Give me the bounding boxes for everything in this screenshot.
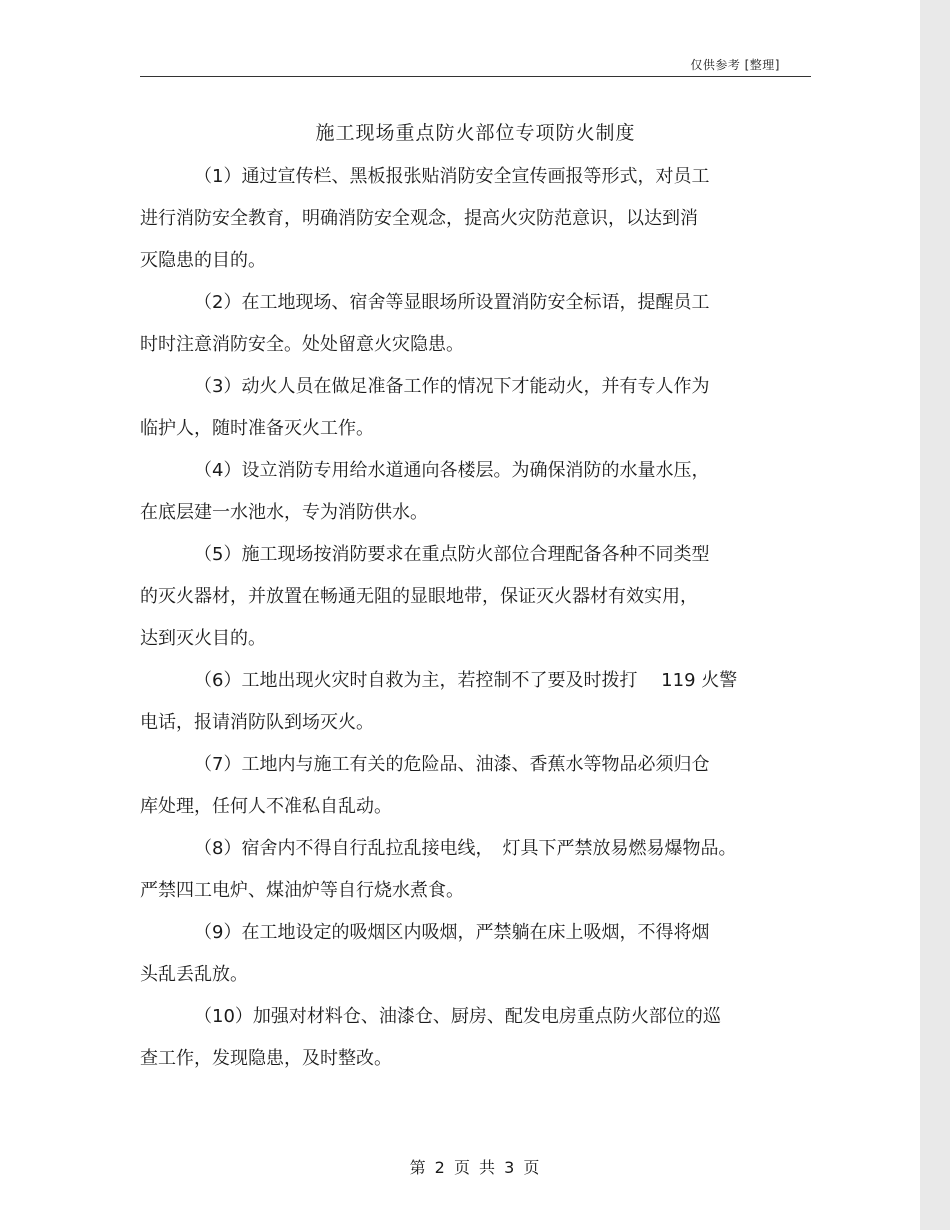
paragraph-2	[140, 282, 805, 366]
header-note: 仅供参考 [整理]	[690, 58, 780, 72]
paragraph-line: （10）加强对材料仓、油漆仓、厨房、配发电房重点防火部位的巡	[194, 1006, 721, 1027]
paragraph-line: （3）动火人员在做足准备工作的情况下才能动火，并有专人作为	[194, 376, 710, 397]
paragraph-line: （6）工地出现火灾时自救为主，若控制不了要及时拨打 119 火警	[194, 670, 738, 691]
paragraph-line: （2）在工地现场、宿舍等显眼场所设置消防安全标语，提醒员工	[194, 292, 710, 313]
paragraph-8	[140, 828, 805, 912]
paragraph-line: 进行消防安全教育，明确消防安全观念，提高火灾防范意识，以达到消	[140, 208, 698, 229]
paragraph-line: 时时注意消防安全。处处留意火灾隐患。	[140, 334, 464, 355]
paragraph-3	[140, 366, 805, 450]
paragraph-line: 查工作，发现隐患，及时整改。	[140, 1048, 392, 1069]
paragraph-line: 严禁四工电炉、煤油炉等自行烧水煮食。	[140, 880, 464, 901]
paragraph-line: （5）施工现场按消防要求在重点防火部位合理配备各种不同类型	[194, 544, 710, 565]
paragraph-line: 头乱丢乱放。	[140, 964, 248, 985]
paragraph-line: 的灭火器材，并放置在畅通无阻的显眼地带，保证灭火器材有效实用，	[140, 586, 698, 607]
paragraph-7	[140, 744, 805, 828]
paragraph-5	[140, 534, 805, 660]
paragraph-4	[140, 450, 805, 534]
paragraph-line: 在底层建一水池水，专为消防供水。	[140, 502, 428, 523]
paragraph-line: 达到灭火目的。	[140, 628, 266, 649]
paragraph-line: （9）在工地设定的吸烟区内吸烟，严禁躺在床上吸烟，不得将烟	[194, 922, 710, 943]
paragraph-line: 库处理，任何人不准私自乱动。	[140, 796, 392, 817]
paragraph-line: （1）通过宣传栏、黑板报张贴消防安全宣传画报等形式，对员工	[194, 166, 710, 187]
document-title: 施工现场重点防火部位专项防火制度	[315, 122, 636, 144]
paragraph-line: 临护人，随时准备灭火工作。	[140, 418, 374, 439]
paragraph-1	[140, 156, 805, 282]
paragraph-line: （8）宿舍内不得自行乱拉乱接电线， 灯具下严禁放易燃易爆物品。	[194, 838, 737, 859]
paragraph-6	[140, 660, 805, 744]
paragraph-9	[140, 912, 805, 996]
paragraph-line: （4）设立消防专用给水道通向各楼层。为确保消防的水量水压，	[194, 460, 710, 481]
page-number: 第 2 页 共 3 页	[409, 1158, 542, 1177]
document-body	[140, 156, 805, 1080]
paragraph-line: 电话，报请消防队到场灭火。	[140, 712, 374, 733]
paragraph-line: 灭隐患的目的。	[140, 250, 266, 271]
paragraph-line: （7）工地内与施工有关的危险品、油漆、香蕉水等物品必须归仓	[194, 754, 710, 775]
viewer-background	[920, 0, 950, 1230]
paragraph-10	[140, 996, 805, 1080]
header-divider	[140, 76, 811, 77]
